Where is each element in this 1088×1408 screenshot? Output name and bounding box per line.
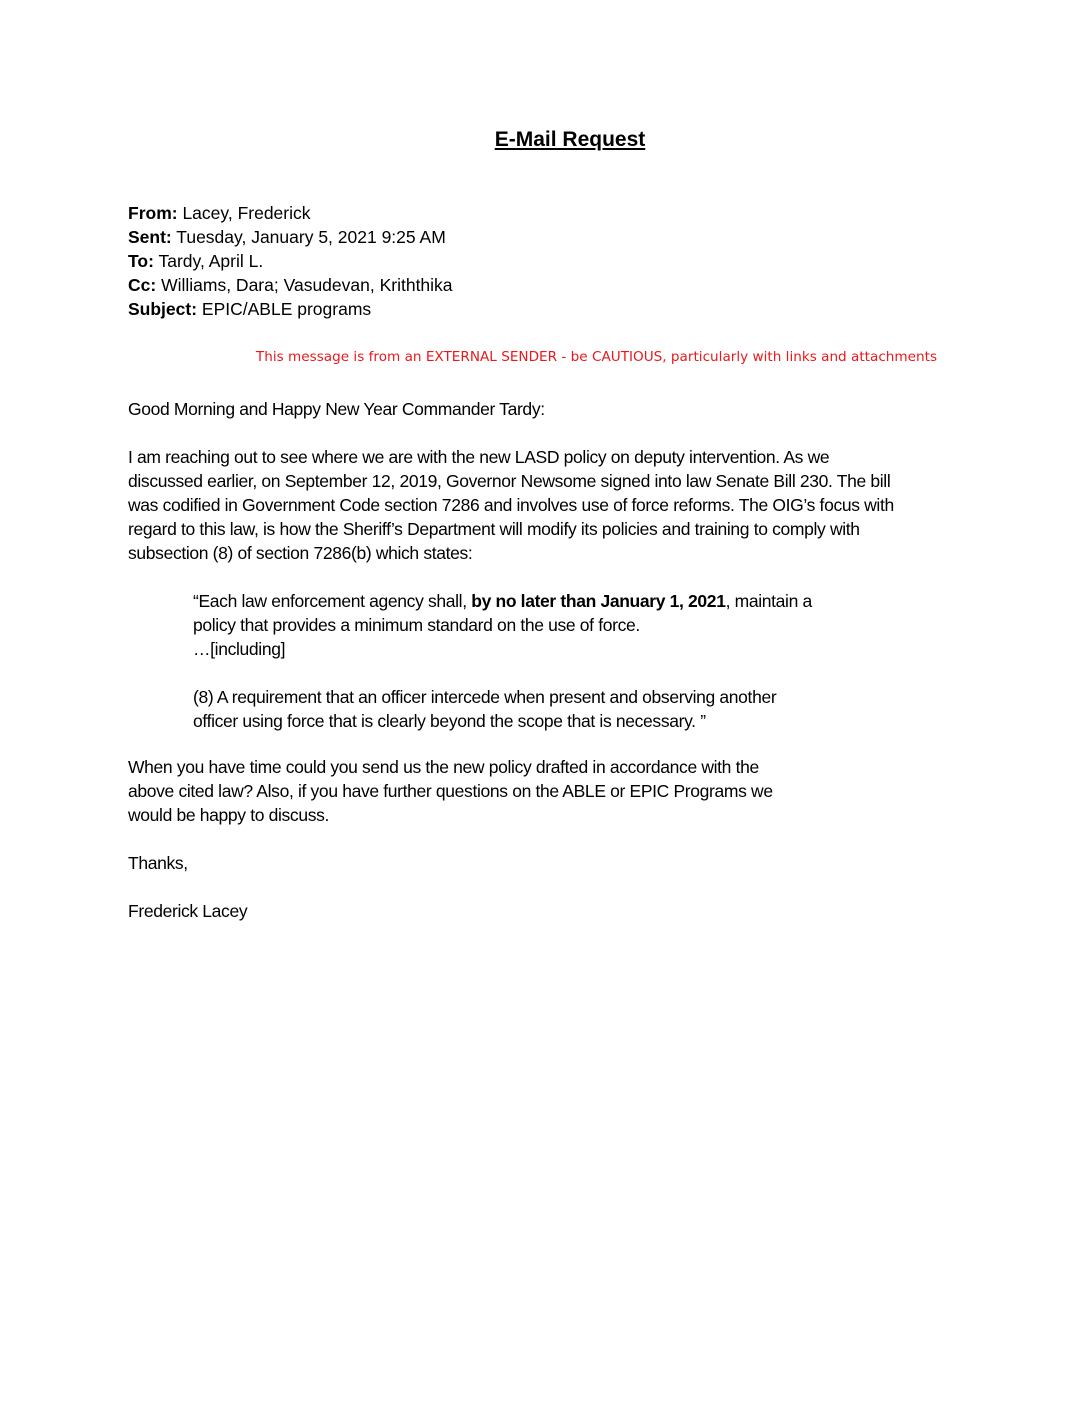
law-quote-2 — [193, 685, 776, 733]
paragraph-1-line: regard to this law, is how the Sheriff’s Department will modify its policies and training to comply with — [128, 519, 860, 539]
law-quote-1-line-3: …[including] — [193, 639, 286, 659]
law-quote-1 — [193, 589, 812, 661]
from-line — [128, 201, 453, 225]
paragraph-1-line: discussed earlier, on September 12, 2019, Governor Newsome signed into law Senate Bill 230. The bill — [128, 471, 891, 491]
paragraph-2-line: When you have time could you send us the new policy drafted in accordance with the — [128, 757, 759, 777]
paragraph-2-line: above cited law? Also, if you have further questions on the ABLE or EPIC Programs we — [128, 781, 773, 801]
cc-line — [128, 273, 453, 297]
sent-line — [128, 225, 453, 249]
document-title — [0, 128, 1088, 152]
subject-line — [128, 297, 453, 321]
email-header — [128, 201, 453, 321]
to-label: To: — [128, 251, 154, 271]
law-quote-1-line-1 — [193, 589, 812, 613]
cc-label: Cc: — [128, 275, 157, 295]
cc-value: Williams, Dara; Vasudevan, Kriththika — [161, 275, 453, 295]
external-sender-warning — [0, 349, 1088, 365]
law-quote-2-line: (8) A requirement that an officer intercede when present and observing another — [193, 687, 777, 707]
sent-value: Tuesday, January 5, 2021 9:25 AM — [176, 227, 446, 247]
paragraph-1-line: was codified in Government Code section 7286 and involves use of force reforms. The OIG’s focus with — [128, 495, 894, 515]
law-quote-1-line-2: policy that provides a minimum standard on the use of force. — [193, 615, 640, 635]
subject-label: Subject: — [128, 299, 198, 319]
quote-text: , maintain a — [725, 591, 812, 611]
quote-deadline-bold: by no later than January 1, 2021 — [471, 591, 726, 611]
paragraph-2 — [128, 755, 773, 827]
law-quote-2-line: officer using force that is clearly beyond the scope that is necessary. ” — [193, 711, 706, 731]
signature: Frederick Lacey — [128, 901, 248, 921]
warning-text: This message is from an EXTERNAL SENDER - be CAUTIOUS, particularly with links and attachments — [255, 349, 938, 365]
document-title-text: E-Mail Request — [494, 128, 646, 151]
sent-label: Sent: — [128, 227, 172, 247]
from-value: Lacey, Frederick — [182, 203, 311, 223]
quote-text: “Each law enforcement agency shall, — [193, 591, 472, 611]
to-value: Tardy, April L. — [158, 251, 264, 271]
to-line — [128, 249, 453, 273]
greeting: Good Morning and Happy New Year Commander Tardy: — [128, 399, 545, 419]
closing: Thanks, — [128, 853, 188, 873]
from-label: From: — [128, 203, 178, 223]
paragraph-1 — [128, 445, 894, 565]
subject-value: EPIC/ABLE programs — [201, 299, 372, 319]
paragraph-1-line: subsection (8) of section 7286(b) which states: — [128, 543, 473, 563]
paragraph-1-line: I am reaching out to see where we are with the new LASD policy on deputy intervention. As we — [128, 447, 830, 467]
paragraph-2-line: would be happy to discuss. — [128, 805, 330, 825]
